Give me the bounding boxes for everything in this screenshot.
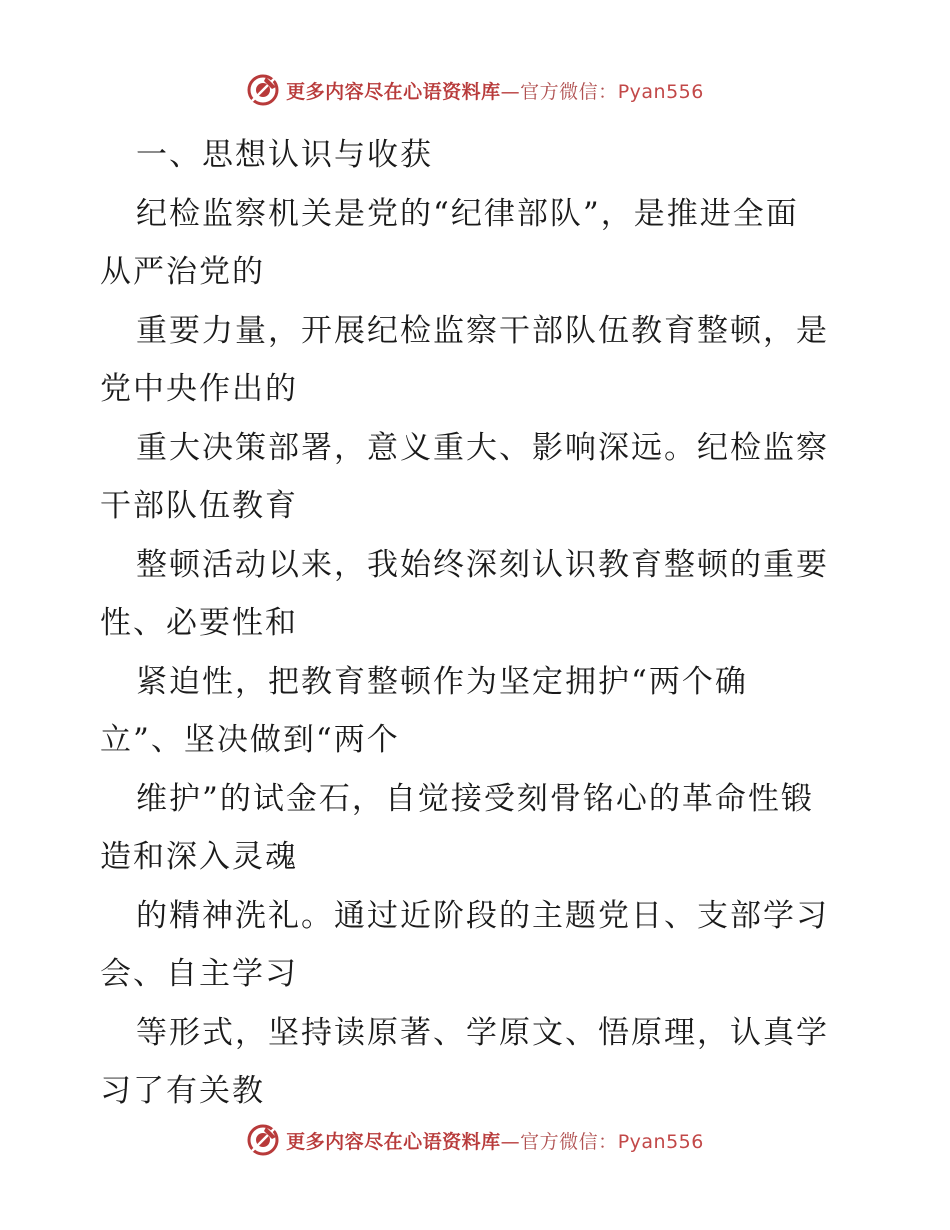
banner-separator: — xyxy=(500,80,521,103)
banner-label: 官方微信： xyxy=(520,80,618,103)
text-line: 等形式，坚持读原著、学原文、悟原理，认真学 xyxy=(136,1014,829,1051)
banner-site-text: 更多内容尽在心语资料库 xyxy=(286,1130,501,1153)
banner-text xyxy=(286,1127,704,1154)
seal-logo-icon xyxy=(246,1123,280,1157)
banner-separator: — xyxy=(500,1130,521,1153)
banner-label: 官方微信： xyxy=(520,1130,618,1153)
section-heading: 一、思想认识与收获 xyxy=(136,137,433,173)
document-body xyxy=(100,126,860,1121)
text-line: 干部队伍教育 xyxy=(100,488,298,524)
text-line: 造和深入灵魂 xyxy=(100,839,298,875)
text-line: 党中央作出的 xyxy=(100,371,298,407)
text-line: 维护”的试金石，自觉接受刻骨铭心的革命性锻 xyxy=(136,780,814,817)
text-line: 立”、坚决做到“两个 xyxy=(100,722,400,758)
footer-watermark-banner xyxy=(0,1120,950,1160)
header-watermark-banner xyxy=(0,70,950,110)
text-line: 会、自主学习 xyxy=(100,956,298,992)
seal-logo-icon xyxy=(246,73,280,107)
text-line: 的精神洗礼。通过近阶段的主题党日、支部学习 xyxy=(136,897,829,934)
banner-site-text: 更多内容尽在心语资料库 xyxy=(286,80,501,103)
banner-text xyxy=(286,77,704,104)
banner-wechat-id: Pyan556 xyxy=(617,1130,704,1153)
text-line: 性、必要性和 xyxy=(100,605,298,641)
text-line: 从严治党的 xyxy=(100,254,265,290)
text-line: 重大决策部署，意义重大、影响深远。纪检监察 xyxy=(136,429,829,466)
text-line: 纪检监察机关是党的“纪律部队”，是推进全面 xyxy=(136,195,799,232)
text-line: 重要力量，开展纪检监察干部队伍教育整顿，是 xyxy=(136,312,829,349)
text-line: 紧迫性，把教育整顿作为坚定拥护“两个确 xyxy=(136,663,748,700)
text-line: 习了有关教 xyxy=(100,1073,265,1109)
text-line: 整顿活动以来，我始终深刻认识教育整顿的重要 xyxy=(136,546,829,583)
banner-wechat-id: Pyan556 xyxy=(617,80,704,103)
